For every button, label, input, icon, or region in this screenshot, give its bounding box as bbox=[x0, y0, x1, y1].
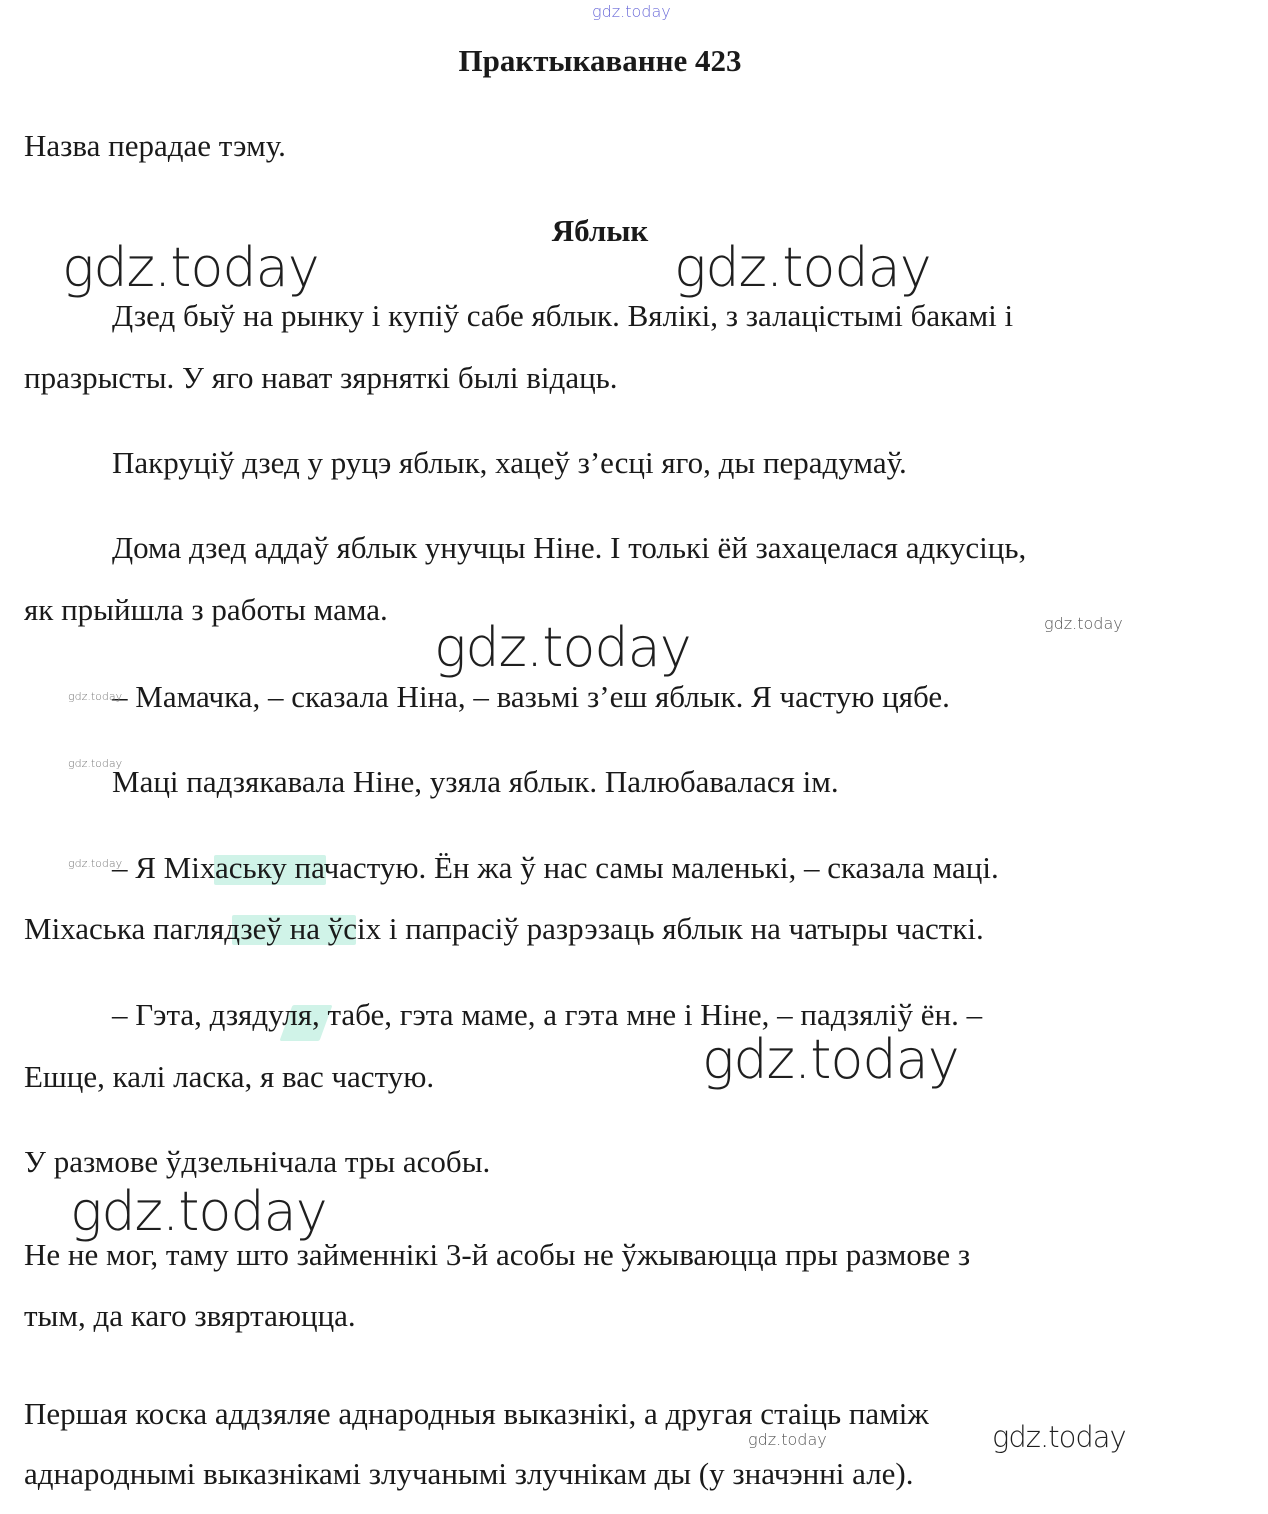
story-paragraph-4: – Мамачка, – сказала Ніна, – вазьмі з’еш яблык. Я частую цябе. bbox=[112, 679, 950, 714]
story-paragraph-2: Пакруціў дзед у руцэ яблык, хацеў з’есці яго, ды перадумаў. bbox=[112, 445, 907, 480]
answer-4-line-2: аднароднымі выказнікамі злучанымі злучнікам ды (у значэнні але). bbox=[24, 1456, 914, 1491]
story-paragraph-3-line-2: як прыйшла з работы мама. bbox=[24, 592, 388, 627]
watermark: gdz.today bbox=[70, 1180, 327, 1243]
watermark: gdz.today bbox=[674, 236, 931, 299]
story-paragraph-1-line-2: празрысты. У яго нават зярняткі былі відаць. bbox=[24, 360, 618, 395]
story-paragraph-7-line-2: Ешце, калі ласка, я вас частую. bbox=[24, 1059, 435, 1094]
story-title: Яблык bbox=[551, 213, 649, 248]
watermark: gdz.today bbox=[62, 236, 319, 299]
watermark: gdz.today bbox=[702, 1028, 959, 1091]
story-paragraph-7-line-1: – Гэта, дзядуля, табе, гэта маме, а гэта мне і Ніне, – падзяліў ён. – bbox=[112, 997, 983, 1032]
header-watermark: gdz.today bbox=[592, 2, 671, 21]
watermark: gdz.today bbox=[748, 1430, 827, 1449]
answer-3-line-2: тым, да каго звяртаюцца. bbox=[24, 1298, 356, 1333]
story-paragraph-6-line-2: Міхаська паглядзеў на ўсіх і папрасіў разрэзаць яблык на чатыры часткі. bbox=[24, 911, 984, 946]
watermark: gdz.today bbox=[992, 1420, 1126, 1454]
story-paragraph-1-line-1: Дзед быў на рынку і купіў сабе яблык. Вялікі, з залацістымі бакамі і bbox=[112, 298, 1014, 333]
answer-4-line-1: Першая коска аддзяляе аднародныя выказнікі, а другая стаіць паміж bbox=[24, 1396, 929, 1431]
watermark: gdz.today bbox=[434, 616, 691, 679]
watermark: gdz.today bbox=[68, 857, 123, 870]
answer-3-line-1: Не не мог, таму што займеннікі 3-й асобы не ўжываюцца пры размове з bbox=[24, 1237, 971, 1272]
page-title: Практыкаванне 423 bbox=[458, 43, 742, 78]
watermark: gdz.today bbox=[68, 757, 123, 770]
answer-1: Назва перадае тэму. bbox=[24, 128, 286, 163]
story-paragraph-6-line-1: – Я Міхаську пачастую. Ён жа ў нас самы маленькі, – сказала маці. bbox=[112, 850, 999, 885]
answer-2: У размове ўдзельнічала тры асобы. bbox=[24, 1144, 491, 1179]
story-paragraph-3-line-1: Дома дзед аддаў яблык унучцы Ніне. І толькі ёй захацелася адкусіць, bbox=[112, 530, 1027, 565]
story-paragraph-5: Маці падзякавала Ніне, узяла яблык. Палюбавалася ім. bbox=[112, 764, 839, 799]
watermark: gdz.today bbox=[1044, 614, 1123, 633]
watermark: gdz.today bbox=[68, 690, 123, 703]
